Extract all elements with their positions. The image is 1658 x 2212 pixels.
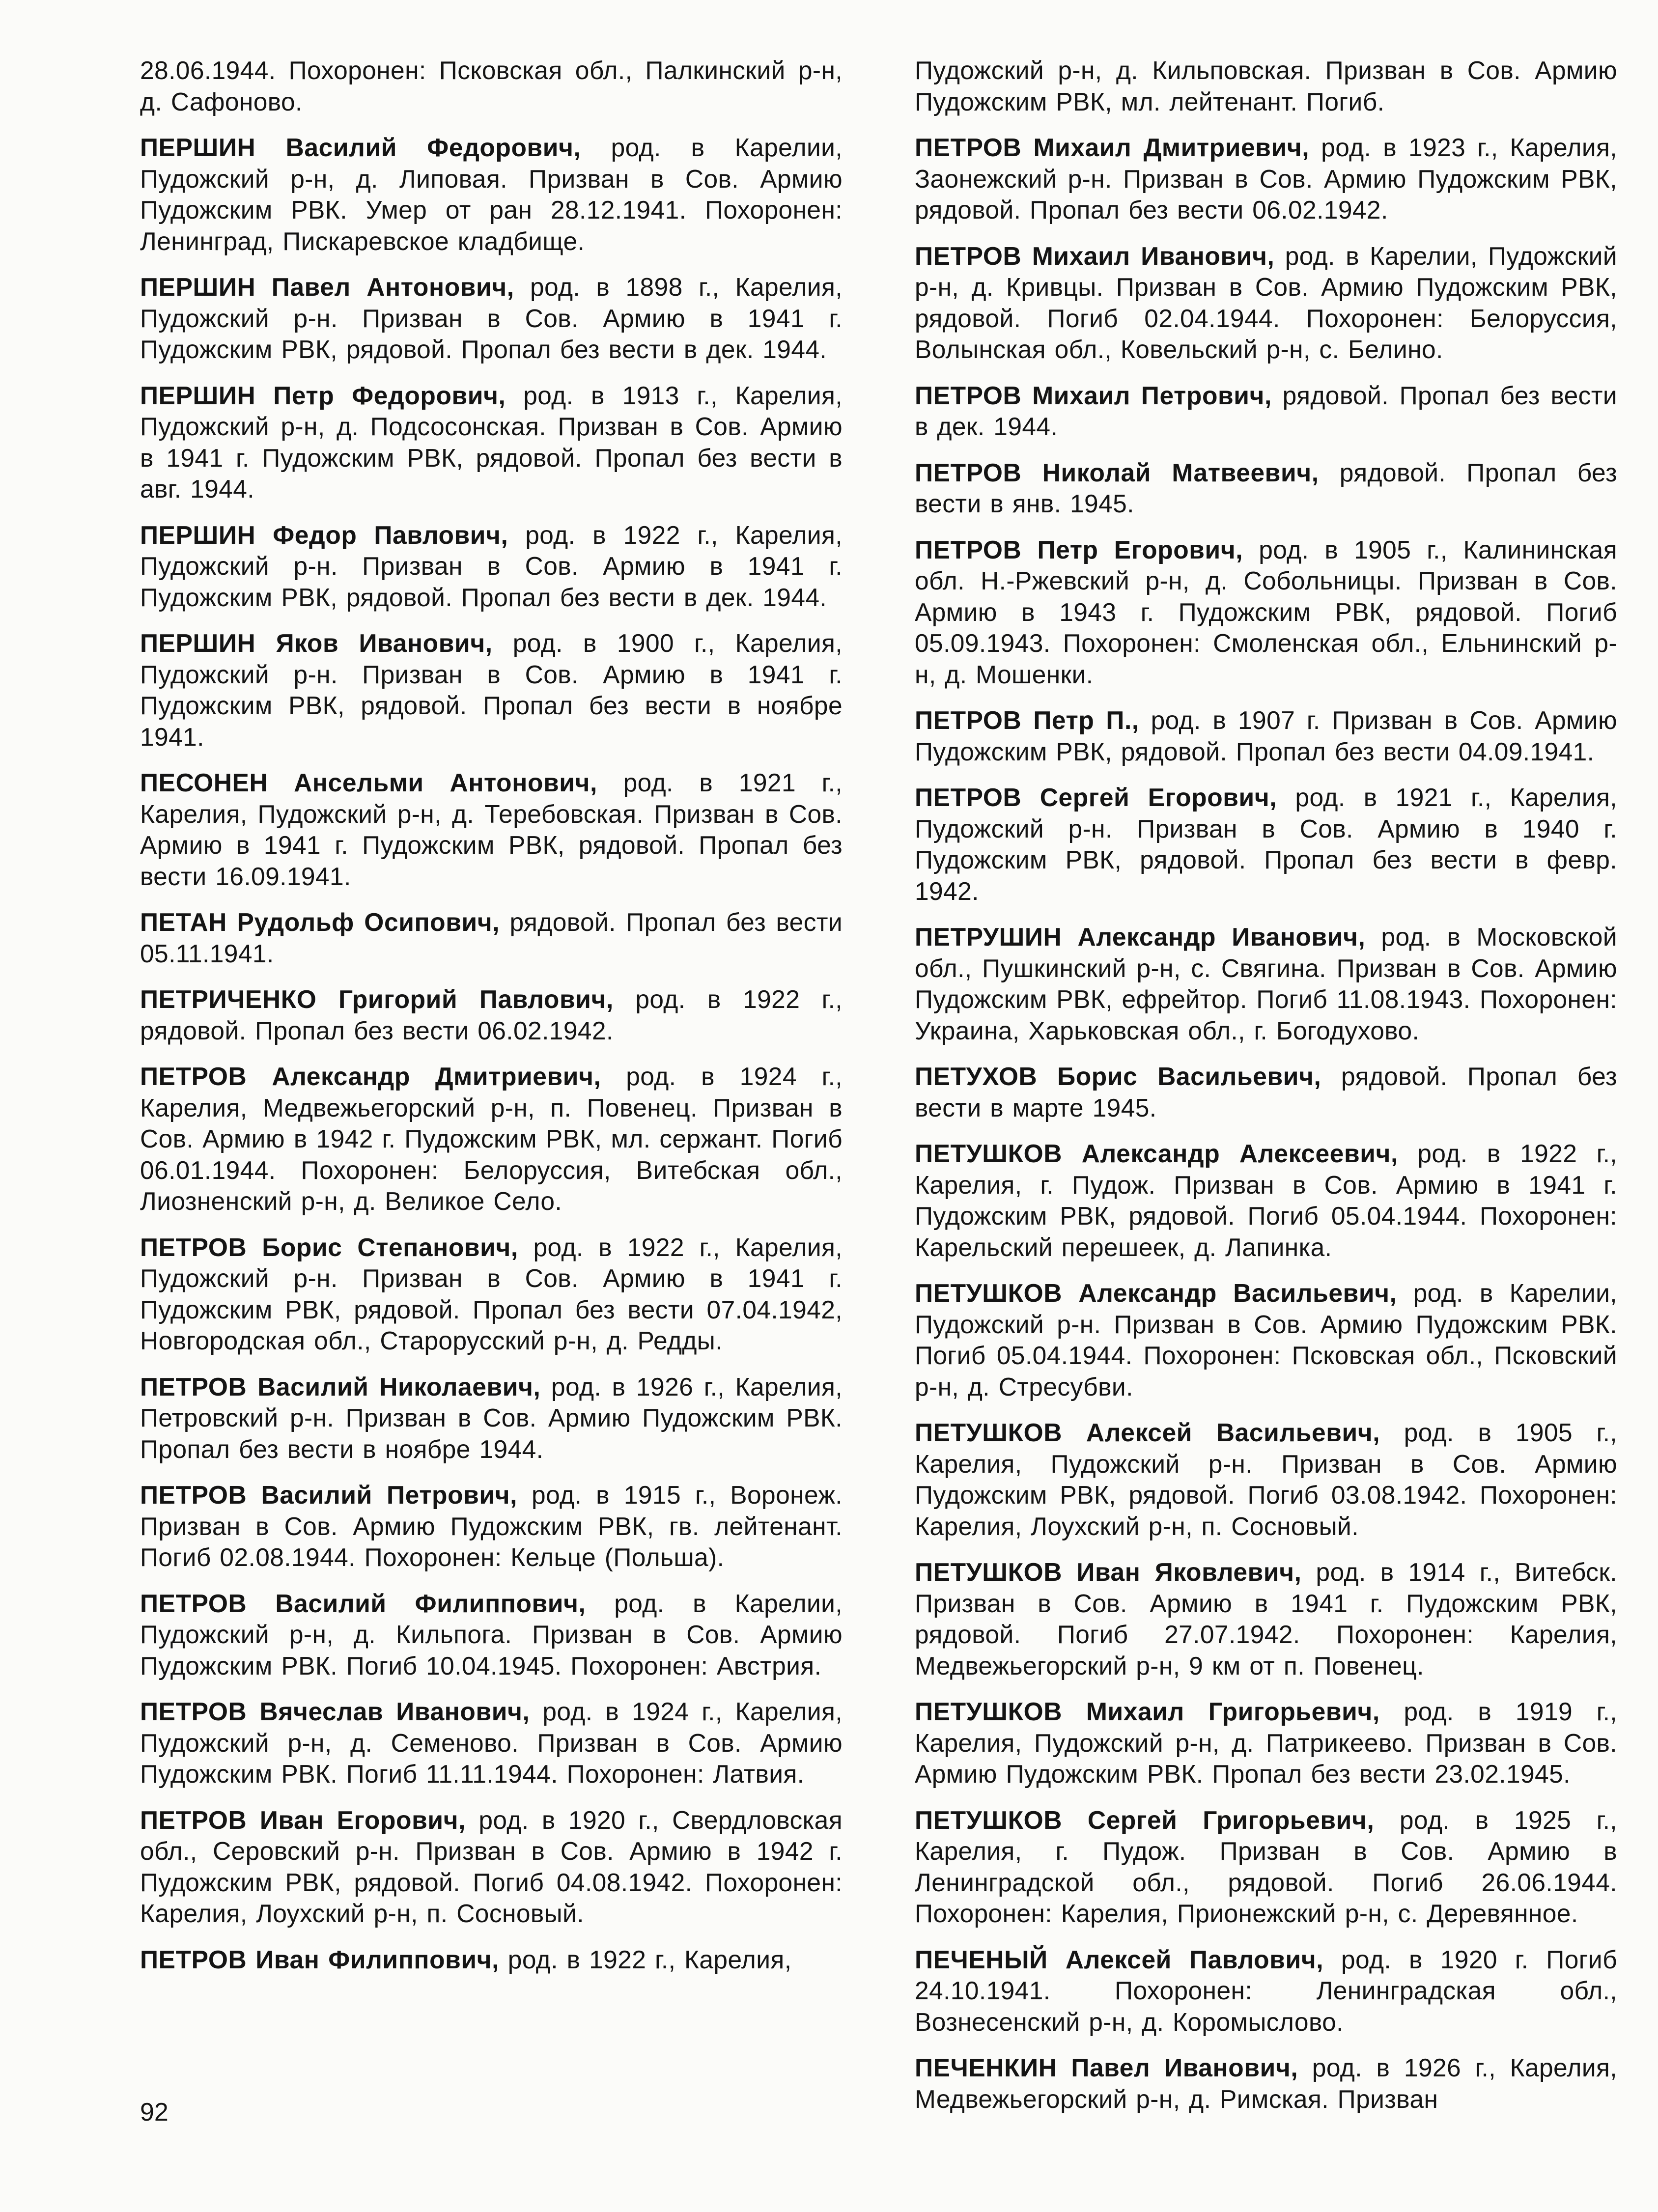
person-name: ПЕТРОВ Василий Филиппович,	[140, 1589, 586, 1618]
biography-entry	[140, 907, 843, 969]
entry-text: Пудожский р-н, д. Кильповская. Призван в Сов. Армию Пудожским РВК, мл. лейтенант. Погиб.	[915, 56, 1617, 116]
entry-text: род. в 1926 г., Карелия, Петровский р-н. Призван в Сов. Армию Пудожским РВК. Пропал без вести в ноябре 1944.	[140, 1372, 843, 1463]
entry-text: род. в 1922 г., Карелия, г. Пудож. Призван в Сов. Армию в 1941 г. Пудожским РВК, рядовой. Погиб 05.04.1944. Похоронен: Карельский перешеек, д. Лапинка.	[915, 1139, 1618, 1261]
biography-entry	[915, 1278, 1617, 1402]
biography-entry	[915, 534, 1617, 691]
person-name: ПЕТРУШИН Александр Иванович,	[915, 923, 1366, 951]
biography-entry	[915, 1138, 1617, 1263]
entry-text: род. в 1922 г., Карелия,	[499, 1945, 792, 1974]
biography-entry	[915, 241, 1617, 365]
entry-text: род. в 1898 г., Карелия, Пудожский р-н. Призван в Сов. Армию в 1941 г. Пудожским РВК, рядовой. Пропал без вести в дек. 1944.	[140, 273, 843, 364]
person-name: ПЕРШИН Федор Павлович,	[140, 520, 508, 549]
biography-entry	[140, 272, 843, 365]
left-column	[140, 55, 843, 1990]
person-name: ПЕТАН Рудольф Осипович,	[140, 908, 500, 936]
entry-text: род. в 1914 г., Витебск. Призван в Сов. Армию в 1941 г. Пудожским РВК, рядовой. Погиб 27.07.1942. Похоронен: Карелия, Медвежьегорский р-н, 9 км от п. Повенец.	[915, 1558, 1617, 1680]
continued-entry	[140, 55, 843, 117]
entry-text: род. в 1921 г., Карелия, Пудожский р-н. Призван в Сов. Армию в 1940 г. Пудожским РВК, рядовой. Пропал без вести в февр. 1942.	[915, 783, 1617, 905]
person-name: ПЕТРОВ Петр Егорович,	[915, 535, 1243, 564]
person-name: ПЕТУШКОВ Сергей Григорьевич,	[915, 1805, 1375, 1834]
entry-text: род. в Карелии, Пудожский р-н, д. Кильпога. Призван в Сов. Армию Пудожским РВК. Погиб 10.04.1945. Похоронен: Австрия.	[140, 1589, 843, 1680]
entry-text: род. в Карелии, Пудожский р-н, д. Кривцы. Призван в Сов. Армию Пудожским РВК, рядовой. Погиб 02.04.1944. Похоронен: Белоруссия, Волынская обл., Ковельский р-н, с. Белино.	[915, 241, 1617, 364]
entry-text: род. в Карелии, Пудожский р-н, д. Липовая. Призван в Сов. Армию Пудожским РВК. Умер от ран 28.12.1941. Похоронен: Ленинград, Пискаревское кладбище.	[140, 133, 843, 255]
right-column	[915, 55, 1617, 2129]
entry-text: род. в 1900 г., Карелия, Пудожский р-н. Призван в Сов. Армию в 1941 г. Пудожским РВК, рядовой. Пропал без вести в ноябре 1941.	[140, 629, 843, 751]
page-number: 92	[140, 2098, 169, 2127]
person-name: ПЕТУШКОВ Иван Яковлевич,	[915, 1558, 1302, 1586]
person-name: ПЕЧЕНКИН Павел Иванович,	[915, 2053, 1298, 2082]
entry-text: род. в 1905 г., Калининская обл. Н.-Ржевский р-н, д. Собольницы. Призван в Сов. Армию в 1943 г. Пудожским РВК, рядовой. Погиб 05.09.1943. Похоронен: Смоленская обл., Ельнинский р-н, д. Мошенки.	[915, 535, 1617, 689]
continued-entry	[915, 55, 1617, 117]
person-name: ПЕТРОВ Михаил Петрович,	[915, 381, 1272, 410]
entry-text: рядовой. Пропал без вести в янв. 1945.	[915, 458, 1617, 518]
biography-entry	[140, 1805, 843, 1930]
person-name: ПЕТРОВ Петр П.,	[915, 706, 1139, 734]
biography-entry	[140, 1232, 843, 1357]
entry-text: род. в 1922 г., Карелия, Пудожский р-н. Призван в Сов. Армию в 1941 г. Пудожским РВК, рядовой. Пропал без вести 07.04.1942, Новгородская обл., Старорусский р-н, д. Редды.	[140, 1232, 843, 1355]
biography-entry	[140, 1372, 843, 1465]
biography-entry	[915, 1417, 1617, 1542]
entry-text: рядовой. Пропал без вести 05.11.1941.	[140, 908, 843, 968]
person-name: ПЕТРОВ Михаил Дмитриевич,	[915, 133, 1310, 162]
person-name: ПЕТРОВ Борис Степанович,	[140, 1232, 518, 1261]
entry-text: род. в Московской обл., Пушкинский р-н, с. Свягина. Призван в Сов. Армию Пудожским РВК, ефрейтор. Погиб 11.08.1943. Похоронен: Украина, Харьковская обл., г. Богодухово.	[915, 923, 1617, 1045]
biography-entry	[140, 984, 843, 1046]
entry-text: рядовой. Пропал без вести в марте 1945.	[915, 1062, 1617, 1122]
entry-text: род. в 1925 г., Карелия, г. Пудож. Призван в Сов. Армию в Ленинградской обл., рядовой. Погиб 26.06.1944. Похоронен: Карелия, Прионежский р-н, с. Деревянное.	[915, 1805, 1618, 1928]
person-name: ПЕРШИН Яков Иванович,	[140, 629, 493, 657]
person-name: ПЕТРИЧЕНКО Григорий Павлович,	[140, 985, 614, 1013]
entry-text: рядовой. Пропал без вести в дек. 1944.	[915, 381, 1617, 441]
biography-entry	[140, 132, 843, 257]
biography-entry	[915, 457, 1617, 520]
biography-entry	[915, 782, 1617, 907]
person-name: ПЕТУШКОВ Алексей Васильевич,	[915, 1418, 1380, 1447]
entry-text: род. в 1923 г., Карелия, Заонежский р-н. Призван в Сов. Армию Пудожским РВК, рядовой. Пропал без вести 06.02.1942.	[915, 133, 1617, 224]
biography-entry	[915, 132, 1617, 226]
person-name: ПЕТРОВ Николай Матвеевич,	[915, 458, 1319, 487]
person-name: ПЕТРОВ Василий Петрович,	[140, 1481, 518, 1509]
biography-entry	[140, 380, 843, 505]
person-name: ПЕТРОВ Сергей Егорович,	[915, 783, 1277, 812]
entry-text: род. в 1920 г. Погиб 24.10.1941. Похоронен: Ленинградская обл., Вознесенский р-н, д. Коромыслово.	[915, 1945, 1617, 2036]
entry-text: род. в 1907 г. Призван в Сов. Армию Пудожским РВК, рядовой. Пропал без вести 04.09.1941.	[915, 706, 1617, 766]
entry-text: род. в 1922 г., Карелия, Пудожский р-н. Призван в Сов. Армию в 1941 г. Пудожским РВК, рядовой. Пропал без вести в дек. 1944.	[140, 520, 843, 612]
biography-entry	[140, 1588, 843, 1682]
entry-text: род. в 1915 г., Воронеж. Призван в Сов. Армию Пудожским РВК, гв. лейтенант. Погиб 02.08.1944. Похоронен: Кельце (Польша).	[140, 1481, 843, 1571]
person-name: ПЕТРОВ Иван Филиппович,	[140, 1945, 500, 1974]
entry-text: род. в 1922 г., рядовой. Пропал без вести 06.02.1942.	[140, 985, 843, 1045]
biography-entry	[915, 1557, 1617, 1681]
biography-entry	[140, 1944, 843, 1976]
biography-entry	[915, 1061, 1617, 1123]
person-name: ПЕТУШКОВ Александр Алексеевич,	[915, 1139, 1398, 1168]
biography-entry	[915, 1944, 1617, 2038]
entry-text: род. в Карелии, Пудожский р-н. Призван в Сов. Армию Пудожским РВК. Погиб 05.04.1944. Похоронен: Псковская обл., Псковский р-н, д. Стресубви.	[915, 1279, 1617, 1401]
person-name: ПЕТРОВ Вячеслав Иванович,	[140, 1697, 530, 1726]
entry-text: род. в 1905 г., Карелия, Пудожский р-н. Призван в Сов. Армию Пудожским РВК, рядовой. Погиб 03.08.1942. Похоронен: Карелия, Лоухский р-н, п. Сосновый.	[915, 1418, 1617, 1540]
person-name: ПЕТРОВ Василий Николаевич,	[140, 1372, 541, 1401]
entry-text: род. в 1919 г., Карелия, Пудожский р-н, д. Патрикеево. Призван в Сов. Армию Пудожским РВК. Пропал без вести 23.02.1945.	[915, 1697, 1618, 1788]
person-name: ПЕРШИН Василий Федорович,	[140, 133, 581, 162]
entry-text: род. в 1920 г., Свердловская обл., Серовский р-н. Призван в Сов. Армию в 1942 г. Пудожским РВК, рядовой. Погиб 04.08.1942. Похоронен: Карелия, Лоухский р-н, п. Сосновый.	[140, 1805, 843, 1928]
entry-text: род. в 1924 г., Карелия, Пудожский р-н, д. Семеново. Призван в Сов. Армию Пудожским РВК. Погиб 11.11.1944. Похоронен: Латвия.	[140, 1697, 843, 1788]
biography-entry	[140, 767, 843, 892]
entry-text: 28.06.1944. Похоронен: Псковская обл., Палкинский р-н, д. Сафоново.	[140, 56, 843, 116]
biography-entry	[140, 1696, 843, 1790]
biography-entry	[915, 2052, 1617, 2115]
person-name: ПЕЧЕНЫЙ Алексей Павлович,	[915, 1945, 1324, 1974]
person-name: ПЕТУШКОВ Михаил Григорьевич,	[915, 1697, 1380, 1726]
person-name: ПЕТРОВ Михаил Иванович,	[915, 241, 1275, 270]
entry-text: род. в 1924 г., Карелия, Медвежьегорский р-н, п. Повенец. Призван в Сов. Армию в 1942 г. Пудожским РВК, мл. сержант. Погиб 06.01.1944. Похоронен: Белоруссия, Витебская обл., Лиозненский р-н, д. Великое Село.	[140, 1062, 843, 1215]
biography-entry	[140, 1480, 843, 1573]
person-name: ПЕСОНЕН Ансельми Антонович,	[140, 768, 597, 797]
entry-text: род. в 1926 г., Карелия, Медвежьегорский р-н, д. Римская. Призван	[915, 2053, 1617, 2113]
person-name: ПЕРШИН Петр Федорович,	[140, 381, 506, 410]
biography-entry	[915, 1805, 1617, 1930]
entry-text: род. в 1913 г., Карелия, Пудожский р-н, д. Подсосонская. Призван в Сов. Армию в 1941 г. Пудожским РВК, рядовой. Пропал без вести в авг. 1944.	[140, 381, 843, 503]
entry-text: род. в 1921 г., Карелия, Пудожский р-н, д. Теребовская. Призван в Сов. Армию в 1941 г. Пудожским РВК, рядовой. Пропал без вести 16.09.1941.	[140, 768, 843, 891]
biography-entry	[140, 628, 843, 753]
person-name: ПЕРШИН Павел Антонович,	[140, 273, 514, 301]
biography-entry	[140, 520, 843, 614]
biography-entry	[915, 705, 1617, 767]
biography-entry	[915, 1696, 1617, 1790]
person-name: ПЕТУШКОВ Александр Васильевич,	[915, 1279, 1397, 1307]
person-name: ПЕТРОВ Иван Егорович,	[140, 1805, 466, 1834]
person-name: ПЕТРОВ Александр Дмитриевич,	[140, 1062, 601, 1091]
biography-entry	[915, 380, 1617, 443]
biography-entry	[140, 1061, 843, 1217]
biography-entry	[915, 922, 1617, 1046]
person-name: ПЕТУХОВ Борис Васильевич,	[915, 1062, 1321, 1091]
